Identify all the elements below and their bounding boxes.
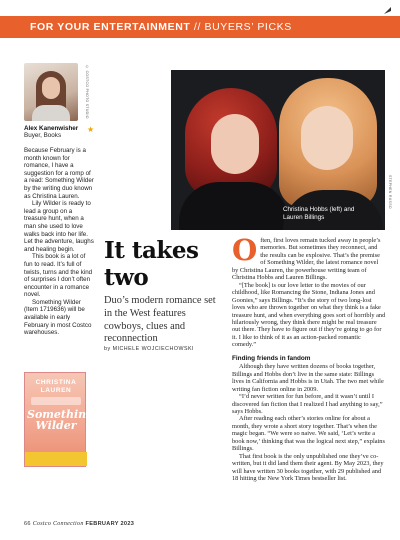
section-subhead: Finding friends in fandom	[232, 354, 311, 362]
body-paragraph: That first book is the only unpublished one they’ve co-written, but it did land them their agent. By May 2023, they will have written 30 books together, with 29 published and 18 hitting the New York Times bestseller list.	[232, 452, 384, 483]
book-bottom-bar	[25, 452, 87, 466]
book-title	[27, 408, 94, 432]
article-body	[232, 233, 386, 483]
section-banner	[0, 16, 400, 38]
buyer-photo	[24, 63, 78, 121]
book-cover	[24, 372, 94, 467]
body-paragraph: “[The book] is our love letter to the movies of our childhood, like Romancing the Stone, Indiana Jones and Goonies,” says Billings. “It’s the story of two long-lost loves who are thrown together on what they think is a fake treasure hunt, and when everything goes sort of horribly and hilariously wrong, they think there might be real treasure out there. They have to figure out if they’re going to go for it. I like to think of it as an action-packed romantic comedy.”	[232, 281, 386, 349]
article-headline: It takes two	[104, 237, 199, 291]
author-photo	[171, 70, 385, 230]
buyer-name: Alex Kanenwisher	[24, 125, 79, 132]
book-author-line2: LAUREN	[40, 386, 72, 394]
drop-cap: O	[232, 233, 258, 267]
star-icon: ★	[87, 125, 95, 134]
book-tagline-strip	[31, 397, 81, 405]
buyer-paragraph: Because February is a month known for romance, I have a suggestion for a romp of a read: Something Wilder by the writing duo known as Christina Lauren.	[24, 147, 94, 200]
buyer-paragraph: Something Wilder (Item 1719636) will be available in early February in most Costco warehouses.	[24, 298, 92, 337]
book-author	[25, 379, 87, 394]
banner-subsection: BUYERS’ PICKS	[204, 21, 292, 33]
article-byline: by MICHELE WOJCIECHOWSKI	[104, 346, 194, 352]
corner-mark-icon	[384, 7, 391, 14]
article-dek: Duo’s modern romance set in the West features cowboys, clues and reconnection	[104, 295, 216, 345]
magazine-name: Costco Connection	[32, 521, 84, 527]
lead-text: ften, first loves remain tucked away in people’s memories. But sometimes they reconnect, and the results can be explosive. That’s the premise of Something Wilder, the latest romance novel by Christina Lauren, the powerhouse writing team of Christina Hobbs and Lauren Billings.	[232, 237, 381, 282]
buyer-paragraph: Lily Wilder is ready to lead a group on a treasure hunt, when a man she used to love walks back into her life. Let the adventure, laughs and healing begin.	[24, 200, 94, 253]
banner-separator: //	[190, 21, 205, 33]
buyer-pick-text	[24, 147, 94, 337]
book-title-line1: Something	[27, 408, 94, 421]
buyer-role: Buyer, Books	[24, 132, 62, 139]
banner-section: FOR YOUR ENTERTAINMENT	[30, 21, 191, 33]
body-paragraph: Although they have written dozens of books together, Billings and Hobbs don’t live in the same state: Billings lives in California and Hobbs is in Utah. The two met while writing fan fiction online in 2009.	[232, 363, 384, 393]
lead-paragraph	[232, 233, 386, 282]
buyer-paragraph: This book is a lot of fun to read. It’s full of twists, turns and the kind of surprises I don’t often encounter in a romance novel.	[24, 253, 93, 299]
page-footer	[24, 521, 134, 527]
hero-photo-credit: STEPHEN RUSSO	[388, 175, 392, 209]
page-number: 66	[24, 521, 31, 527]
photo-caption: Christina Hobbs (left) and Lauren Billings	[283, 206, 355, 221]
buyer-photo-credit: © COSTCO PHOTO STUDIO	[85, 65, 89, 119]
body-paragraph: “I’d never written for fun before, and it wasn’t until I discovered fan fiction that I realized I had anything to say,” says Hobbs.	[232, 393, 383, 415]
book-title-line2: Wilder	[35, 419, 77, 432]
issue-date: FEBRUARY 2023	[85, 521, 135, 527]
book-author-line1: CHRISTINA	[35, 379, 77, 386]
body-paragraph: After reading each other’s stories online for about a month, they wrote a short story together. That’s when the magic began. “We were so naive. We said, ‘Let’s write a book now,’ thinking that was the logical next step,” explains Billings.	[232, 415, 385, 453]
